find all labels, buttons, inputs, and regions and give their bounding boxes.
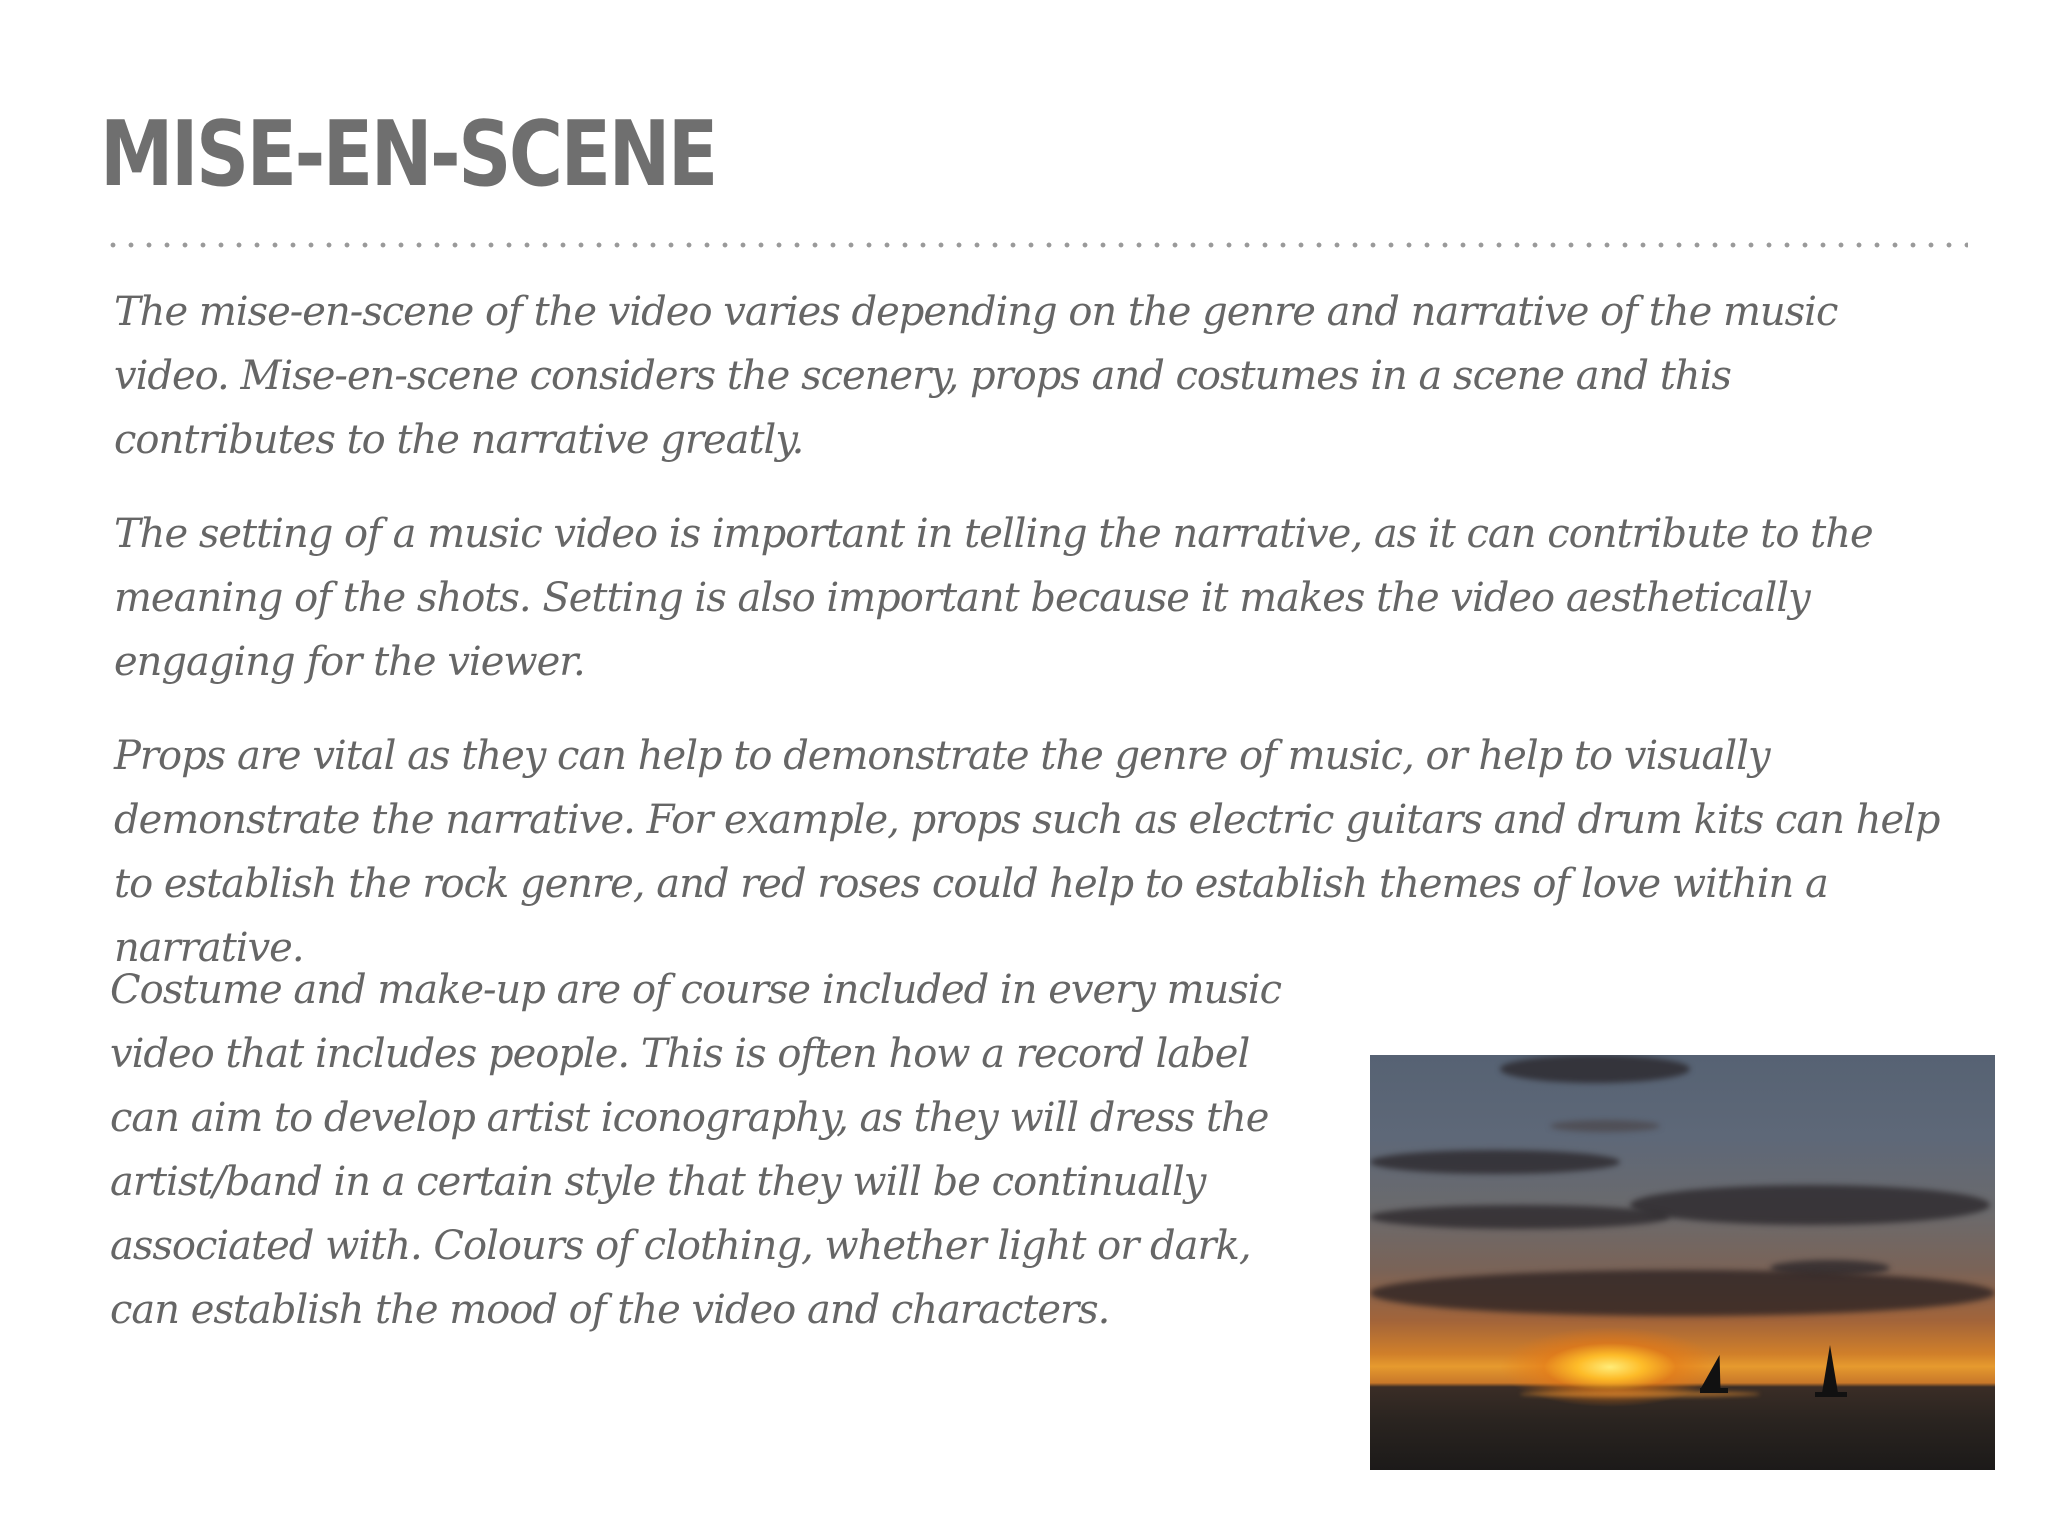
paragraph-setting: The setting of a music video is important in telling the narrative, as it can contribute to the meaning of the shots. Setting is also important because it makes the video aesthetically engaging for the viewer. [114,511,1873,685]
cloud [1500,1055,1690,1083]
dotted-divider [104,238,1968,252]
paragraph-intro: The mise-en-scene of the video varies depending on the genre and narrative of the music video. Mise-en-scene considers the scenery, props and costumes in a scene and this contributes to the narrative greatly. [114,289,1838,463]
cloud [1630,1185,1990,1225]
cloud [1550,1120,1660,1132]
slide-title: MISE-EN-SCENE [100,102,716,207]
sailboat-sail [1822,1345,1838,1393]
cloud-band [1370,1270,1995,1316]
paragraph-props: Props are vital as they can help to demonstrate the genre of music, or help to visually demonstrate the narrative. For example, props such as electric guitars and drum kits can help to establish the rock genre, and red roses could help to establish themes of love within a narrative. [114,733,1940,971]
paragraph-costume: Costume and make-up are of course included in every music video that includes people. This is often how a record label can aim to develop artist iconography, as they will dress the artist/band in a certain style that they will be continually associated with. Colours of clothing, whether light or dark, can establish the mood of the video and characters. [110,967,1281,1333]
cloud [1370,1150,1620,1174]
sailboat-hull [1700,1388,1728,1393]
sailboat-sail [1700,1355,1729,1389]
sailboat-hull [1815,1392,1847,1397]
sunset-sailboat-photo [1370,1055,1995,1470]
cloud [1370,1205,1670,1229]
